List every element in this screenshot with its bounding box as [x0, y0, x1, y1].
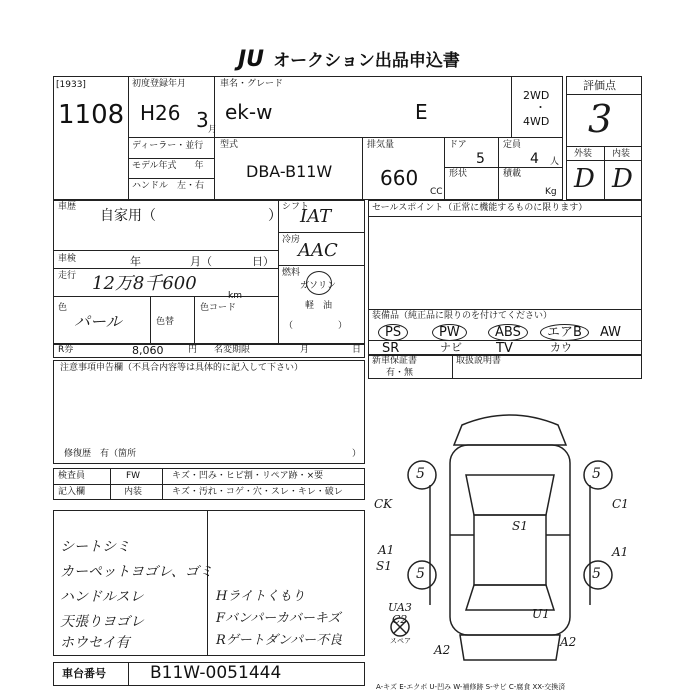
ext-label: 外装	[574, 149, 593, 159]
mark-a2-left: A2	[434, 643, 451, 657]
model-year-label: モデル年式 年	[132, 161, 204, 171]
usage-label: 車歴	[58, 202, 77, 212]
name-change-day: 日	[352, 345, 362, 355]
color-label: 色	[58, 303, 68, 313]
int-score: D	[612, 164, 633, 194]
warranty-value: 有・無	[386, 368, 414, 378]
load-label: 積載	[503, 169, 522, 179]
top-frame	[53, 76, 563, 200]
tire-fl-value: 5	[416, 466, 425, 482]
car-diagram	[370, 405, 650, 675]
chassis-value: B11W-0051444	[150, 663, 282, 683]
note-left-5: ホウセイ有	[60, 635, 130, 651]
chassis-label: 車台番号	[62, 667, 106, 680]
repair-label: 修復歴 有（箇所	[64, 449, 137, 459]
entry-code: [1933]	[56, 80, 86, 90]
usage-value: 自家用（ ）	[100, 208, 282, 224]
inspection-day: 日）	[252, 255, 274, 268]
note-left-4: 天張りヨゴレ	[60, 614, 144, 630]
car-body-outline	[450, 445, 570, 635]
equip-sr: SR	[382, 341, 400, 356]
equip-tv: TV	[496, 341, 513, 356]
equip-ps: PS	[378, 324, 408, 341]
header	[238, 49, 460, 71]
mark-ua3: UA3	[388, 601, 412, 614]
recycle-unit: 円	[188, 345, 198, 355]
equip-navi: ナビ	[440, 341, 462, 354]
warranty-label: 新車保証書	[372, 356, 418, 366]
mark-s1-left: S1	[376, 559, 392, 573]
car-roof	[474, 515, 546, 585]
form-title: オークション出品申込書	[273, 51, 460, 71]
name-change-month: 月	[300, 345, 310, 355]
equip-pw: PW	[432, 324, 467, 341]
load-unit: Kg	[545, 187, 557, 197]
ext-score: D	[574, 164, 595, 194]
model-label: 型式	[220, 140, 239, 150]
car-windshield	[466, 475, 554, 515]
interior-label: 内装	[124, 487, 143, 497]
equip-abs: ABS	[488, 324, 528, 341]
mileage-label: 走行	[58, 271, 77, 281]
recycle-row	[53, 344, 365, 358]
displacement-unit: CC	[430, 187, 443, 197]
spare-label: スペア	[390, 637, 411, 645]
fw-label: FW	[126, 471, 141, 481]
interior-items: キズ・汚れ・コゲ・穴・スレ・キレ・破レ	[172, 487, 343, 497]
rating-score: 3	[588, 97, 613, 141]
recycle-label: R券	[58, 345, 74, 355]
car-rear-bumper	[460, 635, 560, 660]
mark-s1-roof: S1	[512, 519, 528, 533]
drive-2wd: 2WD	[523, 89, 550, 102]
mark-c2: C2	[392, 613, 408, 626]
manual-label: 取扱説明書	[456, 356, 502, 366]
cooler-value: AAC	[298, 240, 338, 261]
note-right-1: Hライトくもり	[216, 589, 305, 604]
note-left-1: シートシミ	[60, 539, 130, 555]
color-code-label: 色コード	[200, 303, 237, 313]
mark-a1-right: A1	[612, 545, 629, 559]
fuel-label: 燃料	[282, 268, 301, 278]
tire-rl-value: 5	[416, 566, 425, 582]
ju-logo: JU	[238, 47, 265, 72]
inspector-label: 検査員	[58, 471, 86, 481]
fuel-diesel: 軽 油	[305, 301, 333, 311]
car-label: 車名・グレード	[220, 79, 284, 89]
name-change-label: 名変期限	[214, 345, 251, 355]
first-reg-month: 3	[196, 108, 209, 132]
tire-rr-value: 5	[592, 566, 601, 582]
shift-value: IAT	[300, 206, 332, 227]
car-grade: E	[415, 100, 428, 124]
mark-a2-right: A2	[560, 635, 577, 649]
mileage-value: 12万8千600	[92, 273, 197, 294]
record-label: 記入欄	[58, 487, 86, 497]
sales-point-label: セールスポイント（正常に機能するものに限ります）	[372, 203, 588, 213]
cooler-label: 冷房	[282, 235, 301, 245]
color-change-label: 色替	[156, 317, 175, 327]
capacity-value: 4	[530, 151, 539, 167]
note-left-3: ハンドルスレ	[60, 589, 144, 605]
first-reg-label: 初度登録年月	[132, 79, 187, 89]
note-left-2: カーペットヨゴレ、ゴミ	[60, 564, 213, 580]
fw-items: キズ・凹み・ヒビ割・リペア跡・×要	[172, 471, 324, 481]
car-name: ek-w	[225, 100, 273, 124]
displacement-value: 660	[380, 166, 419, 190]
fuel-gas-circle	[306, 271, 332, 295]
notes-label: 注意事項申告欄（不具合内容等は具体的に記入して下さい）	[60, 363, 304, 373]
fuel-paren: （ ）	[284, 321, 348, 331]
recycle-value: 8,060	[132, 344, 164, 357]
equip-cow: カウ	[550, 341, 572, 354]
capacity-unit: 人	[550, 157, 560, 167]
repair-close: ）	[352, 449, 362, 459]
inspection-year: 年	[130, 255, 141, 268]
mark-c1: C1	[612, 497, 629, 511]
drive-4wd: 4WD	[523, 115, 550, 128]
note-right-2: Fバンパーカバーキズ	[216, 611, 341, 626]
month-unit: 月	[208, 125, 218, 135]
mark-ck: CK	[374, 497, 393, 511]
equip-airbag: エアB	[540, 324, 589, 341]
displacement-label: 排気量	[367, 140, 395, 150]
tire-fr-value: 5	[592, 466, 601, 482]
model-value: DBA-B11W	[246, 162, 333, 181]
inspection-month: 月（	[190, 255, 212, 268]
mark-u1: U1	[532, 607, 550, 621]
entry-number: 1108	[58, 100, 125, 130]
equip-aw: AW	[600, 325, 622, 340]
damage-legend: A-キズ E-エクボ U-凹み W-補修跡 S-サビ C-腐食 XX-交換済	[376, 683, 566, 691]
doors-label: ドア	[449, 140, 467, 150]
equipment-label: 装備品（純正品に限りのを付けてください）	[372, 311, 553, 321]
capacity-label: 定員	[503, 140, 522, 150]
car-front-bumper	[454, 415, 566, 445]
doors-value: 5	[476, 151, 485, 167]
note-right-3: Rゲートダンパー不良	[216, 633, 343, 648]
int-label: 内装	[612, 149, 631, 159]
first-reg-era: H26	[140, 101, 181, 125]
inspection-label: 車検	[58, 254, 77, 264]
fuel-gas: ガソリン	[300, 281, 337, 291]
dealer-label: ディーラー・並行	[132, 141, 204, 151]
drive-dot: ・	[535, 101, 546, 114]
rating-label: 評価点	[583, 79, 616, 92]
shape-label: 形状	[449, 169, 468, 179]
color-value: パール	[74, 312, 122, 331]
shift-label: シフト	[282, 202, 310, 212]
handle-label: ハンドル 左・右	[132, 181, 205, 191]
mileage-unit: km	[228, 291, 242, 301]
mark-a1-left: A1	[378, 543, 395, 557]
